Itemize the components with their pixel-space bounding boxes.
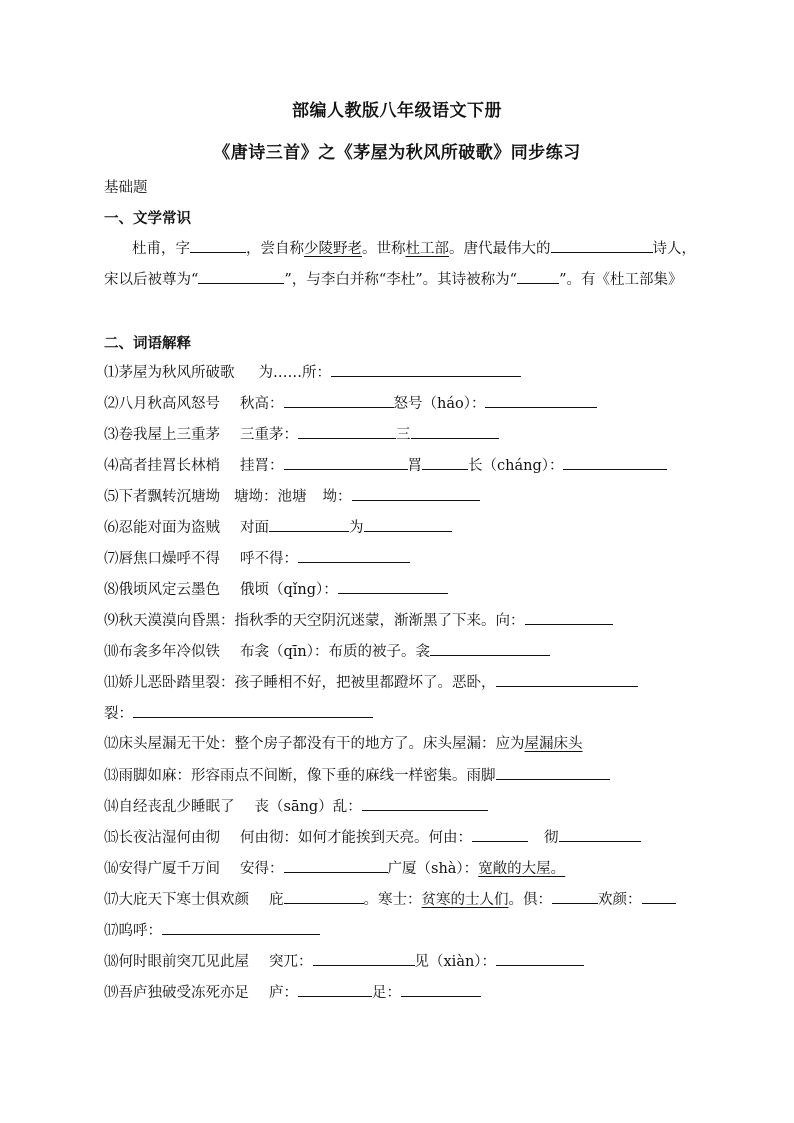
blank-4b[interactable] [422,455,468,470]
blank-19a[interactable] [298,982,372,997]
vocab-row-7: ⑺唇焦口燥呼不得 呼不得： [104,548,410,568]
blank-honorific[interactable] [198,269,284,284]
vocab-row-19: ⒆吾庐独破受冻死亦足 庐： 足： [104,982,481,1002]
vocab-row-17: ⒄大庇天下寒士俱欢颜 庇 。寒士：贫寒的士人们。俱： 欢颜： [104,889,676,909]
blank-19b[interactable] [401,982,481,997]
blank-15b[interactable] [559,827,641,842]
blank-6a[interactable] [269,517,349,532]
blank-poetry-name[interactable] [517,269,559,284]
vocab-row-16: ⒃安得广厦千万间 安得： 广厦（shà）：宽敞的大屋。 [104,858,565,878]
blank-8[interactable] [338,579,448,594]
vocab-row-8: ⑻俄顷风定云墨色 俄顷（qǐng）： [104,579,448,599]
blank-11b[interactable] [133,703,373,718]
blank-3b[interactable] [411,424,499,439]
underlined-wuloudtou: 屋漏床头 [524,736,583,752]
vocab-row-11-cont: 裂： [104,703,373,723]
section2-heading: 二、词语解释 [104,335,191,352]
underlined-pinhan: 贫寒的士人们 [421,892,509,908]
section1-heading: 一、文学常识 [104,210,191,227]
vocab-row-13: ⒀雨脚如麻：形容雨点不间断，像下垂的麻线一样密集。雨脚 [104,765,610,785]
underlined-dugongbu: 杜工部 [405,241,449,257]
blank-13[interactable] [496,765,610,780]
document-subtitle: 《唐诗三首》之《茅屋为秋风所破歌》同步练习 [213,143,581,163]
blank-4c[interactable] [563,455,667,470]
vocab-row-18: ⒅何时眼前突兀见此屋 突兀： 见（xiàn）： [104,951,584,971]
blank-7[interactable] [298,548,410,563]
blank-3a[interactable] [298,424,396,439]
underlined-kuanchang: 宽敞的大屋。 [478,861,566,877]
blank-15a[interactable] [472,827,528,842]
blank-14[interactable] [362,796,488,811]
blank-zi[interactable] [190,238,246,253]
blank-10[interactable] [430,641,550,656]
blank-2a[interactable] [284,393,394,408]
blank-2b[interactable] [485,393,597,408]
vocab-row-1: ⑴茅屋为秋风所破歌 为……所： [104,362,521,382]
vocab-row-10: ⑽布衾多年冷似铁 布衾（qīn）：布质的被子。衾 [104,641,550,661]
vocab-row-14: ⒁自经丧乱少睡眠了 丧（sāng）乱： [104,796,488,816]
vocab-row-12: ⑿床头屋漏无干处：整个房子都没有干的地方了。床头屋漏：应为屋漏床头 [104,736,583,752]
blank-6b[interactable] [364,517,452,532]
blank-18b[interactable] [496,951,584,966]
blank-18a[interactable] [313,951,415,966]
blank-17d[interactable] [162,920,320,935]
vocab-row-3: ⑶卷我屋上三重茅 三重茅： 三 [104,424,499,444]
blank-4a[interactable] [284,455,408,470]
blank-11a[interactable] [496,672,638,687]
document-title: 部编人教版八年级语文下册 [292,101,502,121]
blank-17c[interactable] [642,889,676,904]
vocab-row-2: ⑵八月秋高风怒号 秋高： 怒号（háo）： [104,393,597,413]
underlined-shaolingyelao: 少陵野老 [304,241,362,257]
blank-1[interactable] [331,362,521,377]
vocab-row-5: ⑸下者飘转沉塘坳 塘坳：池塘 坳： [104,486,480,506]
blank-poet-type[interactable] [551,238,653,253]
literature-line-1: 杜甫，字 ，尝自称少陵野老。世称杜工部。唐代最伟大的 诗人， [104,238,724,259]
blank-17a[interactable] [284,889,364,904]
literature-line-2: 宋以后被尊为“ ”，与李白并称“李杜”。其诗被称为“ ”。有《杜工部集》 [104,269,724,290]
vocab-row-11: ⑾娇儿恶卧踏里裂：孩子睡相不好，把被里都蹬坏了。恶卧， [104,672,638,692]
vocab-row-6: ⑹忍能对面为盗贼 对面 为 [104,517,452,537]
vocab-row-17b: ⒄呜呼： [104,920,320,940]
blank-16[interactable] [284,858,388,873]
section-basic-label: 基础题 [104,180,148,196]
blank-17b[interactable] [552,889,598,904]
blank-5[interactable] [352,486,480,501]
vocab-row-9: ⑼秋天漠漠向昏黑：指秋季的天空阴沉迷蒙，渐渐黑了下来。向： [104,610,613,630]
vocab-row-15: ⒂长夜沾湿何由彻 何由彻：如何才能挨到天亮。何由： 彻 [104,827,641,847]
vocab-row-4: ⑷高者挂罥长林梢 挂罥： 罥 长（cháng）： [104,455,667,475]
blank-9[interactable] [525,610,613,625]
